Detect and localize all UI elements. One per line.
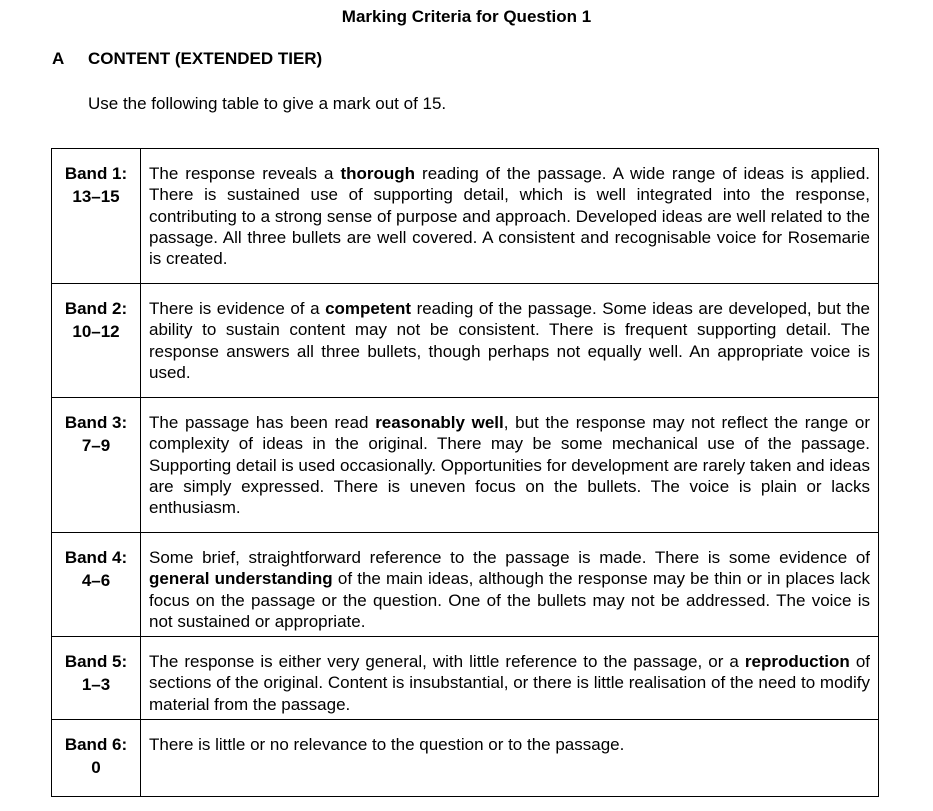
description-text: reading of the passage. Some ideas are developed, but the ability to sustain content may not be consistent. There is frequent supporting detail. The response answers all three bullets, though perhaps not equally well. An appropriate voice is used. <box>149 299 870 382</box>
band-label-cell <box>52 149 141 284</box>
section-heading <box>52 49 322 69</box>
section-letter: A <box>52 49 65 68</box>
band-label: Band 6: <box>64 735 128 754</box>
description-text: There is little or no relevance to the question or to the passage. <box>149 735 625 754</box>
band-mark-range: 10–12 <box>72 322 120 342</box>
band-row <box>52 398 879 533</box>
band-row <box>52 149 879 284</box>
band-row <box>52 637 879 720</box>
description-text: The response is either very general, with little reference to the passage, or a <box>149 652 745 671</box>
band-label-cell <box>52 533 141 637</box>
band-mark-range: 0 <box>91 758 101 778</box>
band-mark-range: 7–9 <box>81 436 111 456</box>
band-row <box>52 720 879 797</box>
description-keyword: thorough <box>340 164 416 183</box>
section-title: CONTENT (EXTENDED TIER) <box>88 49 323 68</box>
band-mark-range: 13–15 <box>72 187 120 207</box>
band-description-cell <box>141 720 879 797</box>
band-description-cell <box>141 533 879 637</box>
band-description <box>141 720 878 755</box>
band-description-cell <box>141 149 879 284</box>
description-keyword: reproduction <box>744 652 850 671</box>
description-text: reading of the passage. A wide range of ideas is applied. There is sustained use of supporting detail, which is well integrated into the response, contributing to a strong sense of purpose and approach. Developed ideas are well related to the passage. All three bullets are well covered. A consistent and recognisable voice for Rosemarie is created. <box>149 164 870 269</box>
description-text: Some brief, straightforward reference to the passage is made. There is some evidence of <box>149 548 870 567</box>
band-mark-range: 1–3 <box>81 675 111 695</box>
band-description <box>141 398 878 518</box>
description-text: of sections of the original. Content is insubstantial, or there is little realisation of the need to modify material from the passage. <box>149 652 870 714</box>
instruction-text: Use the following table to give a mark out of 15. <box>88 94 447 113</box>
band-description <box>141 284 878 383</box>
band-label: Band 2: <box>64 299 128 318</box>
band-description-cell <box>141 398 879 533</box>
band-label-cell <box>52 398 141 533</box>
band-label: Band 5: <box>64 652 128 671</box>
band-label: Band 1: <box>64 164 128 183</box>
band-label-cell <box>52 720 141 797</box>
description-text: There is evidence of a <box>149 299 326 318</box>
band-row <box>52 284 879 398</box>
band-label: Band 3: <box>64 413 128 432</box>
band-description-cell <box>141 284 879 398</box>
band-row <box>52 533 879 637</box>
document-title: Marking Criteria for Question 1 <box>341 7 592 26</box>
description-keyword: competent <box>325 299 412 318</box>
description-keyword: general understanding <box>149 569 333 589</box>
description-text: of the main ideas, although the response may be thin or in places lack focus on the passage or the question. One of the bullets may not be addressed. The voice is not sustained or appropriate. <box>149 569 871 631</box>
description-text: The passage has been read <box>149 413 376 432</box>
band-label: Band 4: <box>64 548 128 567</box>
band-description-cell <box>141 637 879 720</box>
marking-criteria-table <box>51 148 879 797</box>
band-label-cell <box>52 637 141 720</box>
band-label-cell <box>52 284 141 398</box>
band-mark-range: 4–6 <box>81 571 111 591</box>
band-description <box>141 149 878 269</box>
band-description <box>141 637 878 715</box>
description-text: The response reveals a <box>149 164 341 183</box>
band-description <box>141 533 878 632</box>
description-keyword: reasonably well <box>375 413 504 432</box>
description-text: , but the response may not reflect the range or complexity of ideas in the original. There may be some mechanical use of the passage. Supporting detail is used occasionally. Opportunities for development are rarely taken and ideas are simply expressed. There is uneven focus on the bullets. The voice is plain or lacks enthusiasm. <box>149 413 870 518</box>
